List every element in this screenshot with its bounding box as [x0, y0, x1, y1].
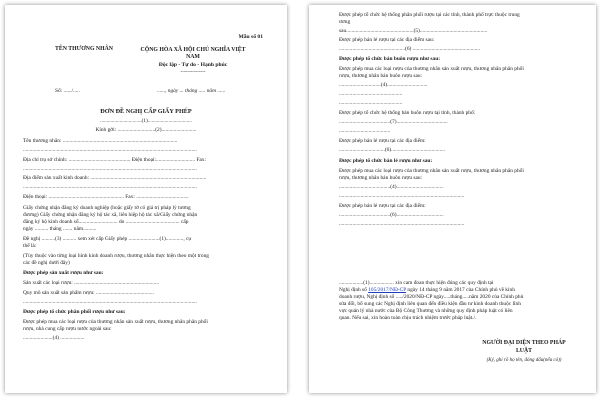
commitment-text: ngày 14 tháng 9 năm 2017 của Chính phủ về kinh	[406, 287, 515, 293]
commitment-text-line: sửa đổi, bổ sung các Nghị định liên quan đến điều kiện đầu tư kinh doanh thuộc lĩnh	[339, 301, 521, 307]
dotted-line: .................................................................................................................................	[23, 166, 197, 172]
commitment-text-line: ..................(1).................. xin cam đoan thực hiện đúng các quy định tại	[339, 280, 494, 286]
wholesale-system-line: Được phép tổ chức hệ thống bán buôn rượu tại tỉnh, thành phố:	[339, 110, 476, 116]
commitment-text-line: quan. Nếu sai, xin hoàn toàn chịu trách nhiệm trước pháp luật./.	[339, 315, 477, 321]
registration-text-line: Giấy chứng nhận đăng ký doanh nghiệp (hoặc giấy tờ có giá trị pháp lý tương	[23, 205, 191, 211]
section-heading-wholesale: Được phép tổ chức bán buôn rượu như sau:	[339, 56, 440, 62]
retail-text-line: rượu, thương nhân bán buôn rượu sau:	[339, 175, 423, 181]
production-scale-field: Quy mô sản xuất sản phẩm rượu: ...........................................	[23, 290, 154, 296]
wholesale-text-line: rượu, thương nhân bán buôn rượu sau:	[339, 73, 423, 79]
decree-link[interactable]: 105/2017/NĐ-CP	[368, 287, 407, 293]
trader-name-label: TÊN THƯƠNG NHÂN	[55, 46, 113, 52]
phone-fax-field: Điện thoại: ........................................................ Fax: .......................................	[23, 194, 189, 200]
wholesale-text-line: Được phép mua các loại rượu của thương nhân sản xuất rượu, thương nhân phân phối	[339, 66, 524, 72]
registration-text-line: đương) Giấy chứng nhận đăng ký hộ tác xã, liên hiệp hộ tác xã/Giấy chứng nhận	[23, 212, 198, 218]
registration-text-line: đăng ký hộ kinh doanh số............................. do ........................................ cấp	[23, 219, 189, 225]
signature-title: LUẬT	[515, 348, 533, 354]
retail-location-line: Được phép bán lẻ rượu tại các địa điểm sau:	[339, 37, 435, 43]
country-name: CỘNG HÒA XÃ HỘI CHỦ NGHĨA VIỆT NAM	[140, 47, 246, 61]
retail-location-line: Được phép bán lẻ rượu tại các địa điểm:	[339, 203, 426, 209]
reference-number: Số: ....../.....	[55, 88, 80, 94]
retail-text-line: Được phép mua các loại rượu của thương nhân sản xuất rượu, thương nhân phân phối	[339, 168, 524, 174]
signature-instruction: (Ký, ghi rõ họ tên, đóng dấu(nếu có))	[486, 358, 562, 363]
registration-text-line: ngày .......... tháng ....... năm..........	[23, 226, 97, 232]
retail-location-line: Được phép bán lẻ rượu tại các địa điểm:	[339, 138, 426, 144]
production-types-field: Sản xuất các loại rượu: ...............................................................	[23, 280, 160, 286]
dotted-line: .................................................................................................................................	[23, 184, 197, 190]
document-page-1	[5, 5, 287, 393]
dotted-line: sau..................................................(5)..................................................	[339, 28, 488, 34]
recipient-line: Kính gởi: ............................(2)..........................	[95, 127, 197, 133]
dotted-line: .................................................................................................................................	[23, 299, 197, 305]
request-text-line: thể là:	[23, 243, 37, 249]
dotted-line: ................................(1)..................................	[100, 118, 192, 124]
dotted-line: .............................................................................................	[339, 193, 465, 199]
distribution-text-line: Được phép mua các loại rượu của thương nhân sản xuất rượu, thương nhân phân phối	[23, 319, 208, 325]
request-text-line: Đề nghị ..........(3) .......... xem xét cấp Giấy phép .......................(1)............., cụ	[23, 236, 192, 242]
business-location-field: Địa điểm sản xuất kinh doanh: ......................................................................................	[23, 175, 207, 181]
dotted-line: ...............................................	[339, 91, 403, 97]
commitment-text-line: vực quản lý nhà nước của Bộ Công Thương và những quy định pháp luật có liên	[339, 308, 513, 314]
national-motto: Độc lập - Tự do - Hạnh phúc	[158, 62, 228, 68]
dotted-line: .............................................................................................	[339, 221, 465, 227]
motto-rule: ---------------	[180, 70, 206, 75]
dotted-line: ......................(4) ..................	[23, 335, 85, 341]
dotted-line: .................................................................................................................................	[23, 147, 197, 153]
distribution-text-line: rượu, nhà cung cấp rượu nước ngoài sau:	[23, 326, 112, 332]
date-line: ......, ngày ... tháng ..... năm ......	[157, 88, 226, 94]
document-title: ĐƠN ĐỀ NGHỊ CẤP GIẤY PHÉP	[100, 108, 192, 115]
head-office-address-field: Địa chỉ trụ sở chính: .............................................. Điện thoại:............................. Fax:	[23, 157, 206, 163]
commitment-text-line	[339, 288, 515, 293]
distribution-text-line: ương	[339, 19, 351, 25]
document-page-2	[309, 5, 596, 393]
section-heading-distribution: Được phép tổ chức phân phối rượu như sau:	[23, 309, 126, 315]
section-heading-production: Được phép sản xuất rượu như sau:	[23, 270, 104, 276]
instruction-note-line: các đề nghị dưới đây)	[23, 260, 70, 266]
commitment-text: Nghị định số	[339, 287, 369, 293]
instruction-note-line: (Tùy thuộc vào từng loại hình kinh doanh rượu, thương nhân thực hiện theo một trong	[23, 253, 209, 259]
dotted-line: ......................................(7)......................................	[339, 119, 448, 125]
distribution-text-line: Được phép tổ chức hệ thống phân phối rượu tại các tỉnh, thành phố trực thuộc trung	[339, 12, 520, 18]
dotted-line: ......................................(6)...................................	[339, 212, 444, 218]
dotted-line: ...............................................	[339, 100, 403, 106]
dotted-line: ...............................(4)..............................	[339, 82, 428, 88]
dotted-line: ..................................(6)........................................	[339, 147, 446, 153]
dotted-line: ......................................(4)...................................	[339, 184, 444, 190]
trader-name-field: Tên thương nhân: .....................................................................................	[23, 138, 178, 144]
dotted-line: .................................................(6) ..................................................	[339, 46, 481, 52]
commitment-text-line: doanh rượu, Nghị định số ...../2020/NĐ-CP ngày.....tháng.....năm 2020 của Chính phủ	[339, 294, 524, 300]
section-heading-retail: Được phép tổ chức bán lẻ rượu như sau:	[339, 158, 433, 164]
form-number: Mẫu số 01	[238, 34, 263, 40]
signature-title: NGƯỜI ĐẠI DIỆN THEO PHÁP	[482, 340, 566, 346]
dotted-line: ......................................	[339, 128, 391, 134]
